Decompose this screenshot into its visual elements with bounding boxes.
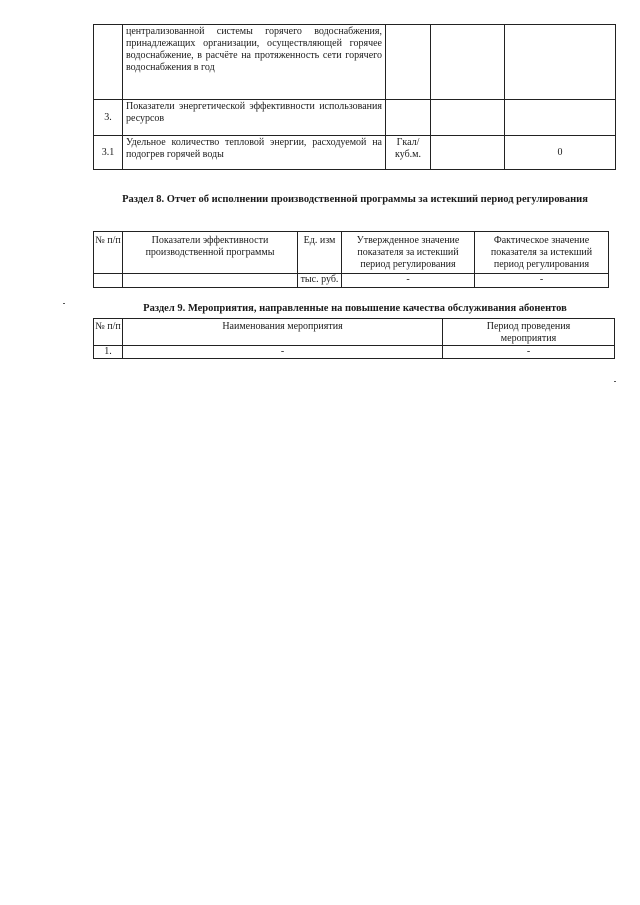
table-header-row <box>94 319 615 346</box>
performance-table <box>93 24 616 170</box>
row-unit: тыс. руб. <box>298 274 342 288</box>
header-unit: Ед. изм <box>298 232 342 274</box>
row-approved: - <box>342 274 475 288</box>
table-row <box>94 100 616 136</box>
row-number: 3. <box>94 100 123 136</box>
section8-table <box>93 231 609 288</box>
row-indicator <box>123 274 298 288</box>
unit-cell: Гкал/ куб.м. <box>386 136 431 170</box>
row-number: 3.1 <box>94 136 123 170</box>
row-number: 1. <box>94 346 123 359</box>
section8-title: Раздел 8. Отчет об исполнении производственной программы за истекший период регулирования <box>122 194 588 205</box>
value-cell: 0 <box>505 136 616 170</box>
section9-table <box>93 318 615 359</box>
row-measure: - <box>123 346 443 359</box>
table-row <box>94 136 616 170</box>
scan-speck <box>614 381 616 382</box>
table-row <box>94 25 616 100</box>
indicator-name-cell: Показатели энергетической эффективности использования ресурсов <box>123 100 386 136</box>
row-period: - <box>443 346 615 359</box>
indicator-name-cell: Удельное количество тепловой энергии, расходуемой на подогрев горячей воды <box>123 136 386 170</box>
header-num: № п/п <box>94 232 123 274</box>
header-indicator: Показатели эффективности производственной программы <box>123 232 298 274</box>
header-actual: Фактическое значение показателя за истекший период регулирования <box>475 232 609 274</box>
table-header-row <box>94 232 609 274</box>
header-measure: Наименования мероприятия <box>123 319 443 346</box>
header-approved: Утвержденное значение показателя за истекший период регулирования <box>342 232 475 274</box>
scan-speck <box>63 303 65 304</box>
indicator-name-cell: централизованной системы горячего водоснабжения, принадлежащих организации, осуществляющей горячее водоснабжение, в расчёте на протяженность сети горячего водоснабжения в год <box>123 25 386 100</box>
section9-title: Раздел 9. Мероприятия, направленные на повышение качества обслуживания абонентов <box>143 303 567 314</box>
row-actual: - <box>475 274 609 288</box>
row-number <box>94 274 123 288</box>
table-row <box>94 274 609 288</box>
header-period: Период проведения мероприятия <box>443 319 615 346</box>
table-row <box>94 346 615 359</box>
header-num: № п/п <box>94 319 123 346</box>
